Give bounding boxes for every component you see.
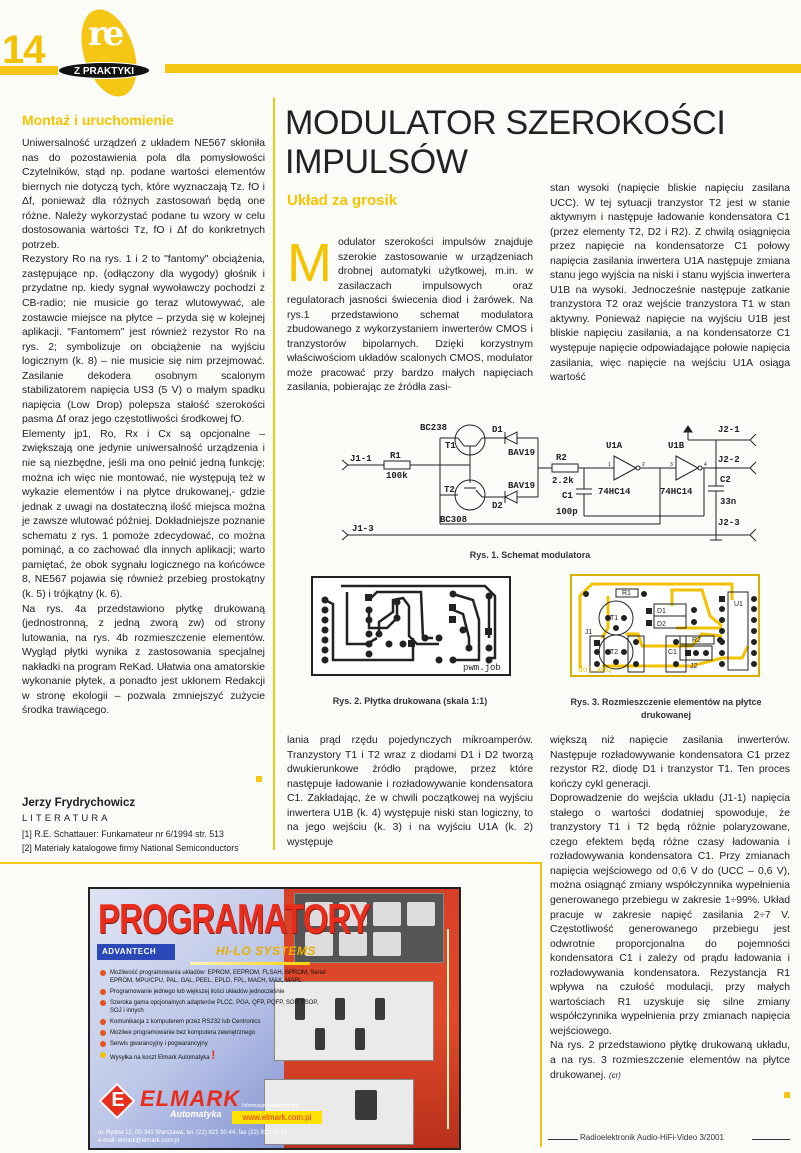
label-bc238: BC238 xyxy=(420,423,448,433)
label-j23: J2-3 xyxy=(718,518,740,528)
right-top-text: stan wysoki (napięcie bliskie napięciu zasilana UCC). W tej sytuacji tranzystor T2 jest w stanie aktywnym i następuje ładowanie kondensatora C1 (przez elementy T2, D2 i R2). Z chwilą osiągnięcia przez napięcie na kondensatorze C1 połowy napięcia zasilania inwertera U1A następuje zmiana stanu jego wyjścia na niski i stanu wyjścia inwertera U1B na wysoki. Jednocześnie następuje zatkanie tranzystora T2 oraz wejście tranzystora T1 w stan aktywny. Ponieważ napięcie na wyjściu U1B jest bliskie napięciu zasilania, a na kondensatorze C1 występuje napięcie odpowiadające połowie napięcia zasilania, więc napięcie na wejściu U1A osiąga wartość xyxy=(550,183,790,384)
article-right-bottom xyxy=(550,734,790,1083)
right-bottom-paragraph xyxy=(550,1039,790,1083)
article-right-top xyxy=(550,182,790,386)
layout-label-c1: C1 xyxy=(668,649,677,656)
figure-1-caption: Rys. 1. Schemat modulatora xyxy=(469,550,591,560)
article-mid-bottom xyxy=(287,734,533,850)
header-bar-right xyxy=(165,64,801,73)
diode-d1 xyxy=(505,432,517,444)
ad-address-line: ul. Rydna 12, 00-341 Warszawa, tel. (22) 821 30 44, fax (22) 821 30 33 xyxy=(98,1130,288,1136)
layout-label-j2: J2 xyxy=(690,663,698,670)
advantech-logo: ADVANTECH xyxy=(97,944,175,960)
pin-4: 4 xyxy=(704,462,707,468)
label-d1: D1 xyxy=(492,425,503,435)
label-bav19b: BAV19 xyxy=(508,481,536,491)
figure-2-caption: Rys. 2. Płytka drukowana (skala 1:1) xyxy=(332,696,488,706)
elmark-logo: ELMARK xyxy=(140,1086,241,1111)
label-bav19a: BAV19 xyxy=(508,448,536,458)
footer-magazine: Radioelektronik Audio-HiFi-Video 3/2001 xyxy=(580,1133,724,1142)
column-divider-right xyxy=(540,862,542,1147)
literature-item: [2] Materiały katalogowe firmy National Semiconductors xyxy=(22,843,239,853)
layout-label-t2: T2 xyxy=(610,649,619,656)
label-r2: R2 xyxy=(556,453,567,463)
layout-filename: doj.meq xyxy=(578,666,612,675)
article-intro xyxy=(287,233,533,396)
label-u1a-part: 74HC14 xyxy=(598,487,631,497)
label-c2: C2 xyxy=(720,475,731,485)
resistor-r1 xyxy=(384,461,410,469)
ad-feature: Możliwe programowanie bez komputera zewnętrznego xyxy=(100,1029,330,1037)
label-u1b-part: 74HC14 xyxy=(660,487,693,497)
ad-feature: Serwis gwarancyjny i pogwarancyjny xyxy=(100,1040,330,1048)
ad-email[interactable]: e-mail: elmark@elmark.com.pl xyxy=(98,1138,180,1144)
left-paragraph: Uniwersalność urządzeń z układem NE567 skłoniła nas do pozostawienia pola dla pomysłowości Czytelników, stąd np. podane wartości elementów biernych nie dotyczą tych, które wyznaczają Tz. fO i Δf, ponieważ dla różnych zastosowań będą one różne. Należy wykorzystać podane tu wzory w celu dostosowania wartości Tz, fO i Δf do konkretnych potrzeb. xyxy=(22,138,265,251)
end-mark xyxy=(256,776,262,782)
title-line: IMPULSÓW xyxy=(285,143,468,181)
author-name: Jerzy Frydrychowicz xyxy=(22,797,136,809)
ad-address xyxy=(98,1129,287,1145)
mid-bottom-text: lania prąd rzędu pojedynczych mikroamperów. Tranzystory T1 i T2 wraz z diodami D1 i D2 tworzą dwukierunkowe źródło prądowe, przez które następuje ładowanie i rozładowywanie kondensatora C1. Zakładając, że w chwili początkowej na wyjściu inwertera U1B (k. 4) występuje niski stan logiczny, to na jego wejściu (k. 3) i na wyjściu U1A (k. 2) występuje xyxy=(287,735,533,848)
layout-label-r2: R2 xyxy=(692,637,701,644)
left-column-text xyxy=(22,137,265,719)
label-j11: J1-1 xyxy=(350,454,372,464)
connector-j23-symbol xyxy=(750,529,756,541)
layout-label-u1: U1 xyxy=(734,601,743,608)
label-t2: T2 xyxy=(444,485,455,495)
article-title xyxy=(285,104,725,182)
left-heading: Montaż i uruchomienie xyxy=(22,112,174,128)
component-layout-figure xyxy=(570,574,760,677)
left-paragraph: Rezystory Ro na rys. 1 i 2 to "fantomy" obciążenia, zastępujące np. (odłączony dla wygody) głośnik i przydatne np. kiedy sygnał wywoławczy pochodzi z CB-radio; nie musicie go teraz wlutowywać, ale zostawcie miejsce na płytce – przyda się w kolejnej aplikacji. "Fantomem" jest również rezystor Ro na rys. 2; symbolizuje on obciążenie na wyjściu logicznym (k. 8) – nie musicie się nim przejmować. Zasilanie dekodera osobnym scalonym stabilizatorem napięcia US3 (5 V) o małym spadku napięcia (Low Drop) polepsza stałość szerokości pasma Δf oraz jego częstotliwości środkowej fO. xyxy=(22,254,265,426)
label-bc308: BC308 xyxy=(440,515,468,525)
connector-j11-symbol xyxy=(342,460,348,470)
label-c1: C1 xyxy=(562,491,573,501)
label-r1: R1 xyxy=(390,451,401,461)
ad-feature: Programowanie jednego lub większej ilości układów jednocześnie xyxy=(100,988,330,996)
left-paragraph: Elementy jp1, Ro, Rx i Cx są opcjonalne – zwiększają one jedynie uniwersalność urządzenia i nie są niezbędne, jeśli ma ono pełnić jedną funkcję; można ich więc nie montować, nie występują też w wykazie elementów i na płytce drukowanej,- gdzie jednak z uwagi na dostateczną ilość miejsca można je zawsze wlutować później. Dokładniejsze poznanie schematu z rys. 1 pomoże zdecydować, co można pominąć, a co zachować dla innych aplikacji; warto pamiętać, że obok sygnału logicznego na końcówce 8, NE567 pojawia się również przebieg prostokątny (k. 5) i trójkątny (k. 6). xyxy=(22,428,265,600)
column-divider xyxy=(273,98,275,850)
pcb-filename: pwm.job xyxy=(463,663,501,673)
ad-feature: Szeroka gama opcjonalnych adapterów PLCC, PGA, QFP, PQFP, SOP, TSOP, SOJ i innych xyxy=(100,999,330,1015)
right-bottom-text: Na rys. 2 przedstawiono płytkę drukowaną układu, a na rys. 3 rozmieszczenie elementów na płytce drukowanej. xyxy=(550,1040,790,1081)
ad-feature: Możliwość programowania układów: EPROM, EEPROM, FLSAH, BPROM, Serial EPROM, MPU/CPU, PAL, GAL, PEEL, EPLD, FPL, MACH, MAX, MAPL xyxy=(100,969,330,985)
label-r2-value: 2.2k xyxy=(552,476,574,486)
inverter-u1b xyxy=(676,456,698,480)
intro-text: odulator szerokości impulsów znajduje szerokie zastosowanie w urządzeniach drobnej automatyki użytkowej, m.in. w zasilaczach impulsowych oraz regulatorach jasności świecenia diod i żarówek. Na rys.1 przedstawiono schemat modulatora zbudowanego z wykorzystaniem inwerterów CMOS i tranzystorów bipolarnych. Dzięki korzystnym właściwościom układów scalonych CMOS, modulator może pracować przy bardzo małych napięciach zasilania, pobierając ze źródła zasi- xyxy=(287,237,533,394)
page-number: 14 xyxy=(2,28,45,72)
label-j21: J2-1 xyxy=(718,425,740,435)
credit: (cr) xyxy=(608,1070,621,1080)
connector-j13-symbol xyxy=(342,530,348,540)
label-r1-value: 100k xyxy=(386,471,408,481)
hilo-logo: HI-LO SYSTEMS xyxy=(216,944,316,958)
inverter-u1a xyxy=(614,456,636,480)
layout-label-d2: D2 xyxy=(657,621,666,628)
label-c1-value: 100p xyxy=(556,507,578,517)
label-c2-value: 33n xyxy=(720,497,737,507)
pcb-traces xyxy=(313,578,509,674)
title-line: MODULATOR SZEROKOŚCI xyxy=(285,104,726,142)
literature-item: [1] R.E. Schattauer: Funkamateur nr 6/1994 str. 513 xyxy=(22,829,224,839)
magazine-logo: re xyxy=(88,14,122,54)
section-label: Z PRAKTYKI xyxy=(58,62,150,79)
connector-j21-symbol xyxy=(750,434,756,446)
end-mark xyxy=(784,1092,790,1098)
article-subheading: Układ za grosik xyxy=(287,192,398,209)
exclamation-icon: ! xyxy=(211,1048,216,1062)
layout-drawing xyxy=(572,576,758,675)
label-d2: D2 xyxy=(492,501,503,511)
label-u1a: U1A xyxy=(606,441,623,451)
arrow-icon xyxy=(190,962,310,965)
left-paragraph: Na rys. 4a przedstawiono płytkę drukowaną (jednostronną, z jedną zworą zw) od strony lutowania, na rys. 4b rozmieszczenie elementów. Wygląd płytki wynika z zastosowania specjalnej nakładki na program ReKad. Ułatwia ona amatorskie wykonanie płytek, a ponadto jest ukłonem Redakcji w stronę ekologii – pozwala zmniejszyć zużycie środka trawiącego. xyxy=(22,603,265,717)
pin-3: 3 xyxy=(670,462,673,468)
connector-bracket xyxy=(447,929,449,1129)
elmark-e-icon: E xyxy=(111,1089,125,1111)
ad-info-label: Informacje znajdziesz na xyxy=(242,1103,298,1109)
layout-label-d1: D1 xyxy=(657,608,666,615)
ad-top-rule xyxy=(0,862,540,864)
label-j22: J2-2 xyxy=(718,455,740,465)
label-u1b: U1B xyxy=(668,441,685,451)
ad-title: PROGRAMATORY xyxy=(98,895,371,942)
ad-feature: Komunikacja z komputerem przez RS232 lub Centronics xyxy=(100,1018,330,1026)
diode-d2 xyxy=(505,491,517,503)
layout-label-t1: T1 xyxy=(610,615,619,622)
elmark-subtitle: Automatyka xyxy=(170,1109,222,1119)
layout-label-j1: J1 xyxy=(585,629,593,636)
ad-feature-shipping: Wysyłka na koszt Elmark Automatyka ! xyxy=(100,1051,330,1062)
layout-label-r1: R1 xyxy=(622,590,631,597)
label-t1: T1 xyxy=(445,441,456,451)
label-j13: J1-3 xyxy=(352,524,374,534)
ad-website-link[interactable]: www.elmark.com.pl xyxy=(232,1111,322,1124)
ad-feature-list xyxy=(100,969,330,1065)
literature-heading: LITERATURA xyxy=(22,813,111,824)
vcc-arrow-icon xyxy=(684,426,692,432)
schematic-diagram xyxy=(330,418,770,543)
footer-rule-left xyxy=(548,1139,578,1140)
pin-2: 2 xyxy=(642,462,645,468)
pcb-figure xyxy=(311,576,511,676)
drop-cap: M xyxy=(287,233,332,293)
footer-rule-right xyxy=(752,1139,790,1140)
right-bottom-paragraph: Doprowadzenie do wejścia układu (J1-1) napięcia stałego o wartości dodatniej spowoduje, że tranzystory T1 i T2 będą różnie polaryzowane, czego efektem będą różne czasy ładowania i rozładowywania kondensatora C1. Przy zmianach napięcia wejściowego od 0,6 V do (UCC – 0,6 V), można osiągnąć zmiany współczynnika wypełnienia generowanego przebiegu w zakresie 1÷99%. Układ pracuje w zakresie napięć zasilania 2÷7 V. Częstotliwość generowanego przebiegu jest odwrotnie proporcjonalna do pojemności kondensatora C1 i zależy od prądu ładowania i rozładowywania kondensatora. Rezystancja R1 wpływa na czułość modulacji, przy małych wartościach R1 uzyskuje się silne zmiany współczynnika wypełnienia przy zmianach napięcia wejściowego. xyxy=(550,793,790,1037)
figure-3-caption: Rys. 3. Rozmieszczenie elementów na płytce drukowanej xyxy=(570,697,762,720)
right-bottom-paragraph: większą niż napięcie zasilania inwerterów. Następuje rozładowywanie kondensatora C1 przez rezystor R2, diodę D1 i tranzystor T1. Ten proces kończy cykl generacji. xyxy=(550,735,790,790)
resistor-r2 xyxy=(552,464,578,472)
connector-j22-symbol xyxy=(750,462,756,474)
pin-1: 1 xyxy=(608,462,611,468)
advertisement[interactable] xyxy=(88,887,461,1150)
